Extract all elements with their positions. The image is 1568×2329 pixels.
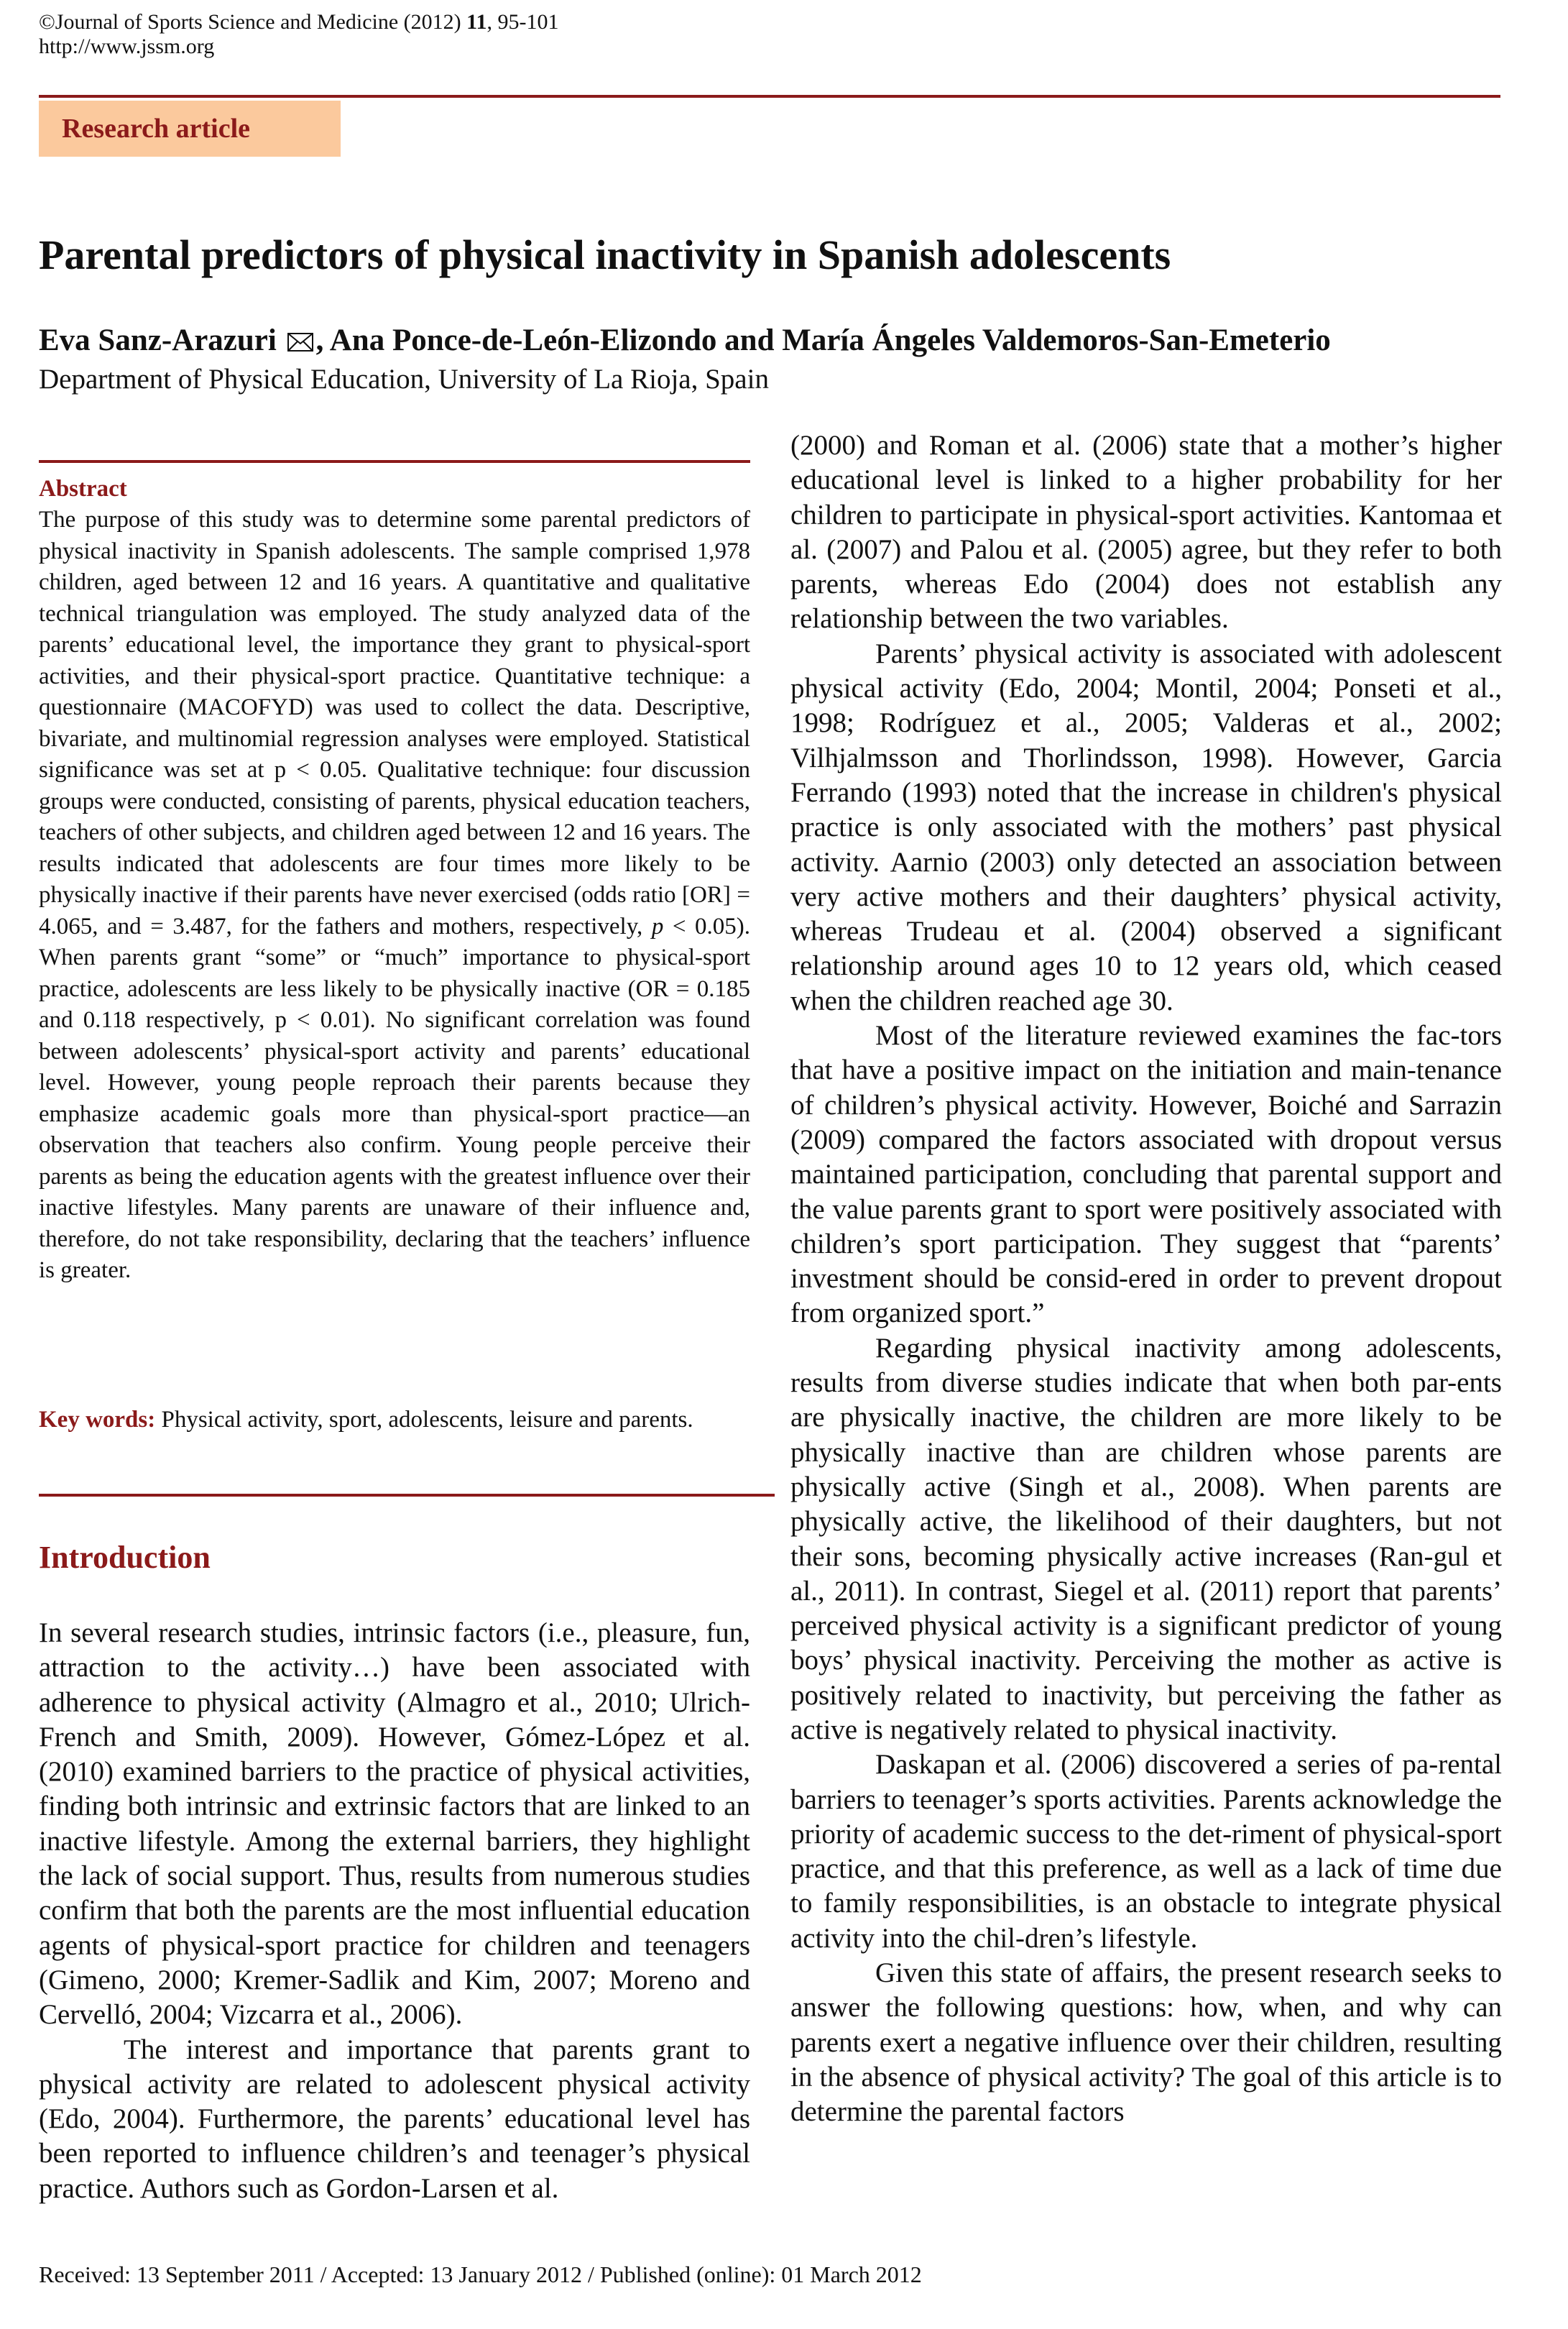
paragraph: Regarding physical inactivity among adolescents, results from diverse studies indicate that when both par-ents are physically inactive, the children are more likely to be physically inactive than are children whose parents are physically active (Singh et al., 2008). When parents are physically active, the likelihood of their daughters, but not their sons, becoming physically active increases (Ran-gul et al., 2011). In contrast, Siegel et al. (2011) report that parents’ perceived physical activity is a significant predictor of young boys’ physical inactivity. Perceiving the mother as active is positively related to inactivity, but perceiving the father as active is negatively related to physical inactivity. — [790, 1332, 1502, 1745]
abstract-top-divider — [39, 460, 750, 463]
corresponding-author: Eva Sanz-Arazuri — [39, 323, 277, 357]
abstract-heading: Abstract — [39, 476, 127, 502]
introduction-body — [39, 1616, 750, 2206]
journal-url[interactable]: http://www.jssm.org — [39, 35, 215, 58]
envelope-icon[interactable] — [287, 321, 313, 361]
publication-dates: Received: 13 September 2011 / Accepted: 13 January 2012 / Published (online): 01 March 2012 — [39, 2261, 922, 2287]
paragraph: In several research studies, intrinsic factors (i.e., pleasure, fun, attraction to the activity…) have been associated with adherence to physical activity (Almagro et al., 2010; Ulrich-French and Smith, 2009). However, Gómez-López et al. (2010) examined barriers to the practice of physical activities, finding both intrinsic and extrinsic factors that are linked to an inactive lifestyle. Among the external barriers, they highlight the lack of social support. Thus, results from numerous studies confirm that both the parents are the most influential education agents of physical-sport practice for children and teenagers (Gimeno, 2000; Kremer-Sadlik and Kim, 2007; Moreno and Cervelló, 2004; Vizcarra et al., 2006). — [39, 1617, 750, 2031]
journal-citation: ©Journal of Sports Science and Medicine (2012) 11, 95-101 — [39, 10, 559, 34]
journal-header — [39, 10, 559, 59]
keywords — [39, 1405, 750, 1436]
paragraph: Parents’ physical activity is associated with adolescent physical activity (Edo, 2004; Montil, 2004; Ponseti et al., 1998; Rodríguez et al., 2005; Valderas et al., 2002; Vilhjalmsson and Thorlindsson, 1998). However, Garcia Ferrando (1993) noted that the increase in children's physical practice is only associated with the mothers’ past physical activity. Aarnio (2003) only detected an association between very active mothers and their daughters’ physical activity, whereas Trudeau et al. (2004) observed a significant relationship around ages 10 to 12 years old, which ceased when the children reached age 30. — [790, 638, 1502, 1016]
author-list — [39, 321, 1331, 361]
paragraph: Most of the literature reviewed examines the fac-tors that have a positive impact on the initiation and main-tenance of children’s physical activity. However, Boiché and Sarrazin (2009) compared the factors associated with dropout versus maintained participation, concluding that parental support and the value parents grant to sport were positively associated with children’s sport participation. They suggest that “parents’ investment should be consid-ered in order to prevent dropout from organized sport.” — [790, 1020, 1502, 1329]
introduction-heading: Introduction — [39, 1540, 211, 1575]
keywords-label: Key words: — [39, 1407, 156, 1433]
co-authors: , Ana Ponce-de-León-Elizondo and María Ángeles Valdemoros-San-Emeterio — [315, 323, 1331, 357]
paragraph: (2000) and Roman et al. (2006) state that a mother’s higher educational level is linked to a higher probability for her children to participate in physical-sport activities. Kantomaa et al. (2007) and Palou et al. (2005) agree, but they refer to both parents, whereas Edo (2004) does not establish any relationship between the two variables. — [790, 430, 1502, 635]
keywords-text: Physical activity, sport, adolescents, leisure and parents. — [155, 1407, 693, 1433]
abstract-body: The purpose of this study was to determine some parental predictors of physical inactivity in Spanish adolescents. The sample comprised 1,978 children, aged between 12 and 16 years. A quantitative and qualitative technical triangulation was employed. The study analyzed data of the parents’ educational level, the importance they grant to physical-sport activities, and their physical-sport practice. Quantitative technique: a questionnaire (MACOFYD) was used to collect the data. Descriptive, bivariate, and multinomial regression analyses were employed. Statistical significance was set at p < 0.05. Qualitative technique: four discussion groups were conducted, consisting of parents, physical education teachers, teachers of other subjects, and children aged between 12 and 16 years. The results indicated that adolescents are four times more likely to be physically inactive if their parents have never exercised (odds ratio [OR] = 4.065, and = 3.487, for the fathers and mothers, respectively, p < 0.05). When parents grant “some” or “much” importance to physical-sport practice, adolescents are less likely to be physically inactive (OR = 0.185 and 0.118 respectively, p < 0.01). No significant correlation was found between adolescents’ physical-sport activity and parents’ educational level. However, young people reproach their parents because they emphasize academic goals more than physical-sport practice—an observation that teachers also confirm. Young people perceive their parents as being the education agents with the greatest influence over their inactive lifestyles. Many parents are unaware of their influence and, therefore, do not take responsibility, declaring that the teachers’ influence is greater. — [39, 507, 750, 1283]
right-column-body — [790, 428, 1502, 2130]
abstract-bottom-divider — [39, 1494, 775, 1497]
article-type-badge: Research article — [39, 101, 341, 157]
paragraph: The interest and importance that parents grant to physical activity are related to adolescent physical activity (Edo, 2004). Furthermore, the parents’ educational level has been reported to influence children’s and teenager’s physical practice. Authors such as Gordon-Larsen et al. — [39, 2034, 750, 2204]
affiliation: Department of Physical Education, University of La Rioja, Spain — [39, 364, 769, 395]
paragraph: Daskapan et al. (2006) discovered a series of pa-rental barriers to teenager’s sports activities. Parents acknowledge the priority of academic success to the det-riment of physical-sport practice, and that this preference, as well as a lack of time due to family responsibilities, is an obstacle to integrate physical activity into the chil-dren’s lifestyle. — [790, 1749, 1502, 1954]
article-title: Parental predictors of physical inactivity in Spanish adolescents — [39, 231, 1171, 278]
paragraph: Given this state of affairs, the present research seeks to answer the following questions: how, when, and why can parents exert a negative influence over their children, resulting in the absence of physical activity? The goal of this article is to determine the parental factors — [790, 1957, 1502, 2128]
header-divider — [39, 95, 1500, 98]
